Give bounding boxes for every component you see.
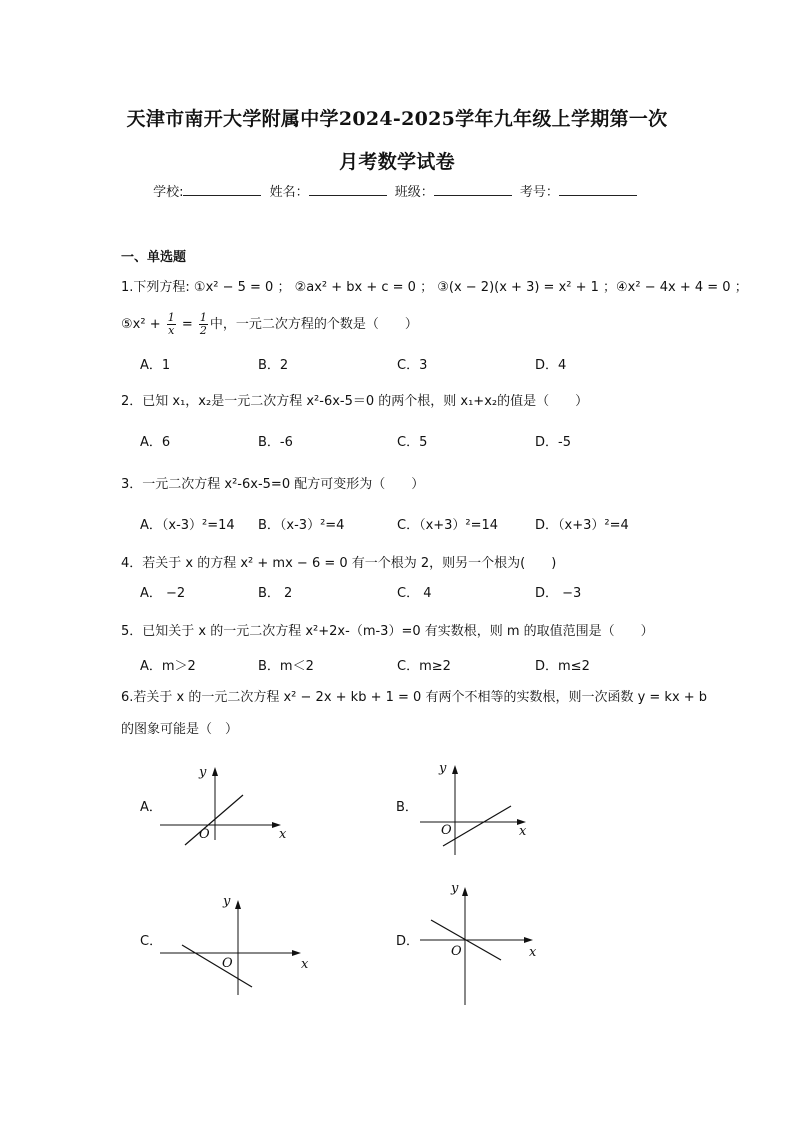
- graph-c-x-label: x: [301, 957, 309, 972]
- q1-option-d[interactable]: D．4: [535, 358, 567, 373]
- q6-option-b[interactable]: B．: [396, 800, 418, 815]
- q5-option-d[interactable]: D．m≤2: [535, 659, 590, 674]
- class-blank[interactable]: [434, 183, 512, 196]
- question-1-line2: [121, 312, 418, 337]
- q2-option-a[interactable]: A．6: [140, 435, 171, 450]
- graph-a-origin: O: [199, 827, 210, 842]
- q4-option-c[interactable]: C． 4: [397, 586, 432, 601]
- q1-stem-end: 中，一元二次方程的个数是（ ）: [209, 317, 418, 332]
- graph-c: [160, 890, 320, 1000]
- school-label: 学校:: [153, 185, 184, 200]
- q6-option-d[interactable]: D．: [396, 934, 420, 949]
- q3-option-a[interactable]: A．（x-3）²=14: [140, 518, 235, 533]
- q6-option-a[interactable]: A．: [140, 800, 162, 815]
- q4-option-b[interactable]: B． 2: [258, 586, 293, 601]
- graph-d-x-label: x: [529, 945, 537, 960]
- q5-option-c[interactable]: C．m≥2: [397, 659, 451, 674]
- graph-b-x-label: x: [519, 824, 527, 839]
- graph-c-origin: O: [222, 956, 233, 971]
- graph-b-line: [443, 806, 511, 846]
- q4-option-a[interactable]: A． −2: [140, 586, 186, 601]
- fraction-1-over-2: $\frac{1}{2}$: [199, 311, 207, 337]
- graph-c-line: [182, 945, 252, 987]
- q5-option-a[interactable]: A．m＞2: [140, 659, 196, 674]
- q4-option-d[interactable]: D． −3: [535, 586, 582, 601]
- question-3: 3．一元二次方程 x²-6x-5=0 配方可变形为（ ）: [121, 477, 425, 492]
- q3-option-d[interactable]: D．（x+3）²=4: [535, 518, 629, 533]
- student-info-row: [0, 181, 794, 200]
- graph-b-y-label: y: [439, 761, 447, 776]
- q6-option-c[interactable]: C．: [140, 934, 163, 949]
- q1-option-a[interactable]: A．1: [140, 358, 171, 373]
- exam-no-label: 考号：: [519, 185, 559, 200]
- graph-c-y-arrow-icon: [235, 900, 241, 909]
- exam-title-line2: 月考数学试卷: [339, 151, 455, 173]
- graph-c-x-arrow-icon: [292, 950, 301, 956]
- graph-a-line: [185, 795, 243, 845]
- q2-option-b[interactable]: B．-6: [258, 435, 293, 450]
- name-blank[interactable]: [309, 183, 387, 196]
- name-label: 姓名：: [269, 185, 309, 200]
- q1-option-c[interactable]: C．3: [397, 358, 428, 373]
- q1-item5: ⑤x² +: [121, 317, 165, 332]
- graph-d-y-label: y: [451, 881, 459, 896]
- graph-a-x-label: x: [279, 827, 287, 842]
- class-label: 班级：: [394, 185, 434, 200]
- question-5: 5．已知关于 x 的一元二次方程 x²+2x-（m-3）=0 有实数根，则 m 的取值范围是（ ）: [121, 624, 654, 639]
- question-1-line1: 1.下列方程: ①x² − 5 = 0 ； ②ax² + bx + c = 0 ； ③(x − 2)(x + 3) = x² + 1 ；④x² − 4x + 4 = 0 ；: [121, 280, 748, 295]
- graph-a-y-arrow-icon: [212, 767, 218, 776]
- question-2: 2．已知 x₁，x₂是一元二次方程 x²-6x-5＝0 的两个根，则 x₁+x₂的值是（ ）: [121, 394, 589, 409]
- exam-no-blank[interactable]: [559, 183, 637, 196]
- section-title: 一、单选题: [121, 250, 187, 265]
- question-6-line2: 的图象可能是（ ）: [121, 722, 239, 737]
- graph-c-y-label: y: [223, 894, 231, 909]
- q5-option-b[interactable]: B．m＜2: [258, 659, 314, 674]
- q3-option-b[interactable]: B．（x-3）²=4: [258, 518, 345, 533]
- graph-a: [155, 760, 295, 850]
- graph-d-x-arrow-icon: [524, 937, 533, 943]
- graph-b: [415, 760, 555, 860]
- fraction-1-over-x: $\frac{1}{x}$: [167, 311, 175, 337]
- graph-d-y-arrow-icon: [462, 887, 468, 896]
- q2-option-c[interactable]: C．5: [397, 435, 428, 450]
- graph-b-y-arrow-icon: [452, 765, 458, 774]
- graph-d-origin: O: [451, 944, 462, 959]
- q1-option-b[interactable]: B．2: [258, 358, 289, 373]
- graph-a-y-label: y: [199, 765, 207, 780]
- q2-option-d[interactable]: D．-5: [535, 435, 571, 450]
- graph-d: [415, 880, 555, 1010]
- graph-b-origin: O: [441, 823, 452, 838]
- school-blank[interactable]: [183, 183, 261, 196]
- exam-title-line1: 天津市南开大学附属中学2024-2025学年九年级上学期第一次: [126, 108, 668, 130]
- question-4: 4．若关于 x 的方程 x² + mx − 6 = 0 有一个根为 2，则另一个根为( ): [121, 556, 557, 571]
- question-6-line1: 6.若关于 x 的一元二次方程 x² − 2x + kb + 1 = 0 有两个不相等的实数根，则一次函数 y = kx + b: [121, 690, 708, 705]
- q3-option-c[interactable]: C．（x+3）²=14: [397, 518, 499, 533]
- equals-sign: =: [177, 317, 197, 332]
